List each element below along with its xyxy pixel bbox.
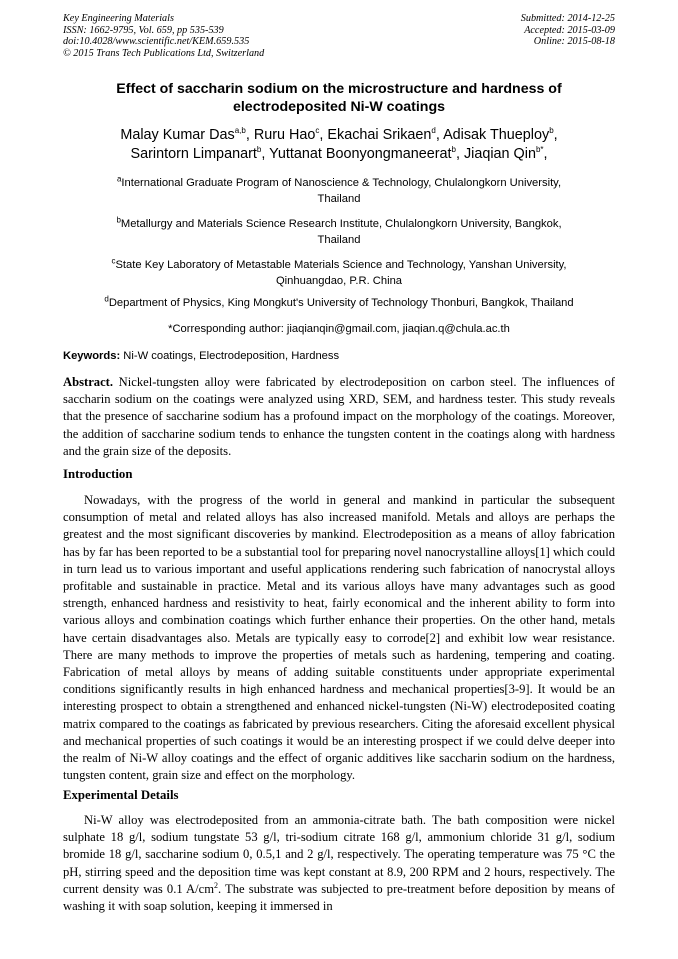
author-name: Ekachai Srikaen [327, 127, 432, 143]
title-line-2: electrodeposited Ni-W coatings [232, 99, 446, 115]
author-affiliation-mark: b [451, 145, 456, 155]
accepted-date: Accepted: 2015-03-09 [524, 24, 615, 36]
affiliation-text: Metallurgy and Materials Science Research Institute, Chulalongkorn University, Bangkok, [120, 218, 562, 230]
author-name: Ruru Hao [253, 127, 316, 143]
author-affiliation-mark: c [315, 126, 320, 136]
experimental-heading: Experimental Details [63, 788, 179, 802]
journal-name: Key Engineering Materials [63, 13, 174, 24]
journal-info [63, 13, 264, 59]
author-name: Jiaqian Qin [463, 146, 536, 162]
author-line-1: Malay Kumar Das$^{a,b}$, Ruru Hao$^c$, Ekachai Srikaen$^d$, Adisak Thueploy$^b$, [120, 126, 558, 143]
affiliation-mark: c [111, 256, 116, 266]
author-affiliation-mark: a,b [234, 126, 246, 136]
unit-exponent: 2 [214, 880, 219, 890]
affiliation-text: International Graduate Program of Nanoscience & Technology, Chulalongkorn University, [121, 177, 562, 189]
introduction-paragraph: Nowadays, with the progress of the world in general and mankind in particular the subsequent consumption of metal and related alloys has also increased manifold. Metals and alloys are perhaps the greatest and the most significant discoveries by mankind. Electrodeposition as a means of alloy fabrication has by far has been reported to be a substantial tool for preparing novel nanocrystalline alloys[1] which could in turn lead us to various important and useful applications rendering such fabrication of nanocrystal alloys profitable and sustainable in practice. Metal and its various alloys have many advantages such as good strength, enhanced hardness and resistivity to heat, fairly economical and the inherent ability to form into various alloys and combination coatings which further enhance their properties. On the other hand, metals have certain disadvantages also. Metals are typically easy to corrode[2] and exhibit low wear resistance. There are many methods to improve the properties of metals such as hardening, tempering and coating. Fabrication of metal alloys by means of adding suitable constituents under appropriate experimental conditions significantly results in high enhanced hardness and mechanical properties[3-9]. It would be an interesting prospect to obtain a strengthened and enhanced nickel-tungsten (Ni-W) electrodeposited coating matrix compared to the coatings as fabricated by previous researchers. Citing the aforesaid excellent physical and mechanical properties of such coatings it would be an interesting prospect if we could delve deeper into the realm of Ni-W alloy coatings and the effect of organic additives like saccharin sodium on the hardness, tungsten content, grain size and effect on the morphology. [63, 493, 615, 783]
affiliation-country: Thailand [317, 192, 361, 205]
abstract [63, 374, 615, 460]
experimental-paragraph [63, 812, 615, 915]
affiliation-mark: b [116, 215, 121, 225]
introduction-heading: Introduction [63, 467, 133, 481]
corresponding-author: *Corresponding author: jiaqianqin@gmail.com, jiaqian.q@chula.ac.th [168, 323, 510, 335]
affiliation-d [63, 296, 615, 312]
affiliation-mark: d [104, 294, 109, 304]
author-affiliation-mark: b [549, 126, 554, 136]
title-line-1: Effect of saccharin sodium on the microstructure and hardness of [116, 81, 562, 97]
keywords-label: Keywords: [63, 350, 121, 362]
experimental-text-2: . The substrate was subjected to pre-treatment before deposition by means of washing it with soap solution, keeping it immersed in [63, 881, 615, 914]
abstract-label: Abstract. [63, 375, 114, 389]
paper-title [63, 80, 615, 116]
author-name: Malay Kumar Das [120, 127, 235, 143]
submitted-date: Submitted: 2014-12-25 [520, 13, 615, 24]
author-name: Sarintorn Limpanart [130, 146, 257, 162]
online-date: Online: 2015-08-18 [533, 36, 615, 48]
abstract-text: Nickel-tungsten alloy were fabricated by electrodeposition on carbon steel. The influences of saccharin sodium on the coatings were analyzed using XRD, SEM, and hardness tester. This study reveals that the presence of saccharine sodium has a profound impact on the morphology of the coatings. Moreover, the addition of saccharine sodium tends to enhance the tungsten content in the coatings along with hardness and the grain size of the deposits. [63, 375, 615, 458]
author-line-2: Sarintorn Limpanart$^b$, Yuttanat Boonyongmaneerat$^b$, Jiaqian Qin$^{b*}$, [130, 145, 548, 162]
dates-info [521, 13, 615, 48]
copyright-line: © 2015 Trans Tech Publications Ltd, Switzerland [63, 47, 265, 59]
author-name: Adisak Thueploy [443, 127, 550, 143]
affiliation-b [63, 217, 615, 248]
affiliation-city: Qinhuangdao, P.R. China [275, 274, 403, 287]
affiliation-c [63, 258, 615, 289]
affiliation-mark: a [116, 174, 122, 184]
experimental-text-1: Ni-W alloy was electrodeposited from an ammonia-citrate bath. The bath composition were nickel sulphate 18 g/l, sodium tungstate 53 g/l, tri-sodium citrate 168 g/l, ammonium chloride 31 g/l, sodium bromide 18 g/l, saccharine sodium 0, 0.5,1 and 2 g/l, respectively. The operating temperature was 75 °C the pH, stirring speed and the deposition time was kept constant at 8.9, 200 RPM and 2 hours, respectively. The current density was 0.1 A/cm [63, 813, 615, 896]
keywords [63, 349, 615, 364]
author-affiliation-mark: b* [535, 145, 544, 155]
affiliation-country: Thailand [317, 233, 361, 246]
author-name: Yuttanat Boonyongmaneerat [269, 146, 452, 162]
author-affiliation-mark: d [431, 126, 436, 136]
affiliation-text: Department of Physics, King Mongkut's University of Technology Thonburi, Bangkok, Thailand [108, 297, 574, 309]
affiliation-text: State Key Laboratory of Metastable Materials Science and Technology, Yanshan University, [115, 259, 567, 271]
author-affiliation-mark: b [256, 145, 262, 155]
affiliation-a [63, 176, 615, 207]
author-list [63, 126, 615, 164]
issn-line: ISSN: 1662-9795, Vol. 659, pp 535-539 [63, 24, 224, 36]
keywords-text: Ni-W coatings, Electrodeposition, Hardness [120, 350, 340, 362]
doi-line: doi:10.4028/www.scientific.net/KEM.659.535 [63, 36, 250, 48]
